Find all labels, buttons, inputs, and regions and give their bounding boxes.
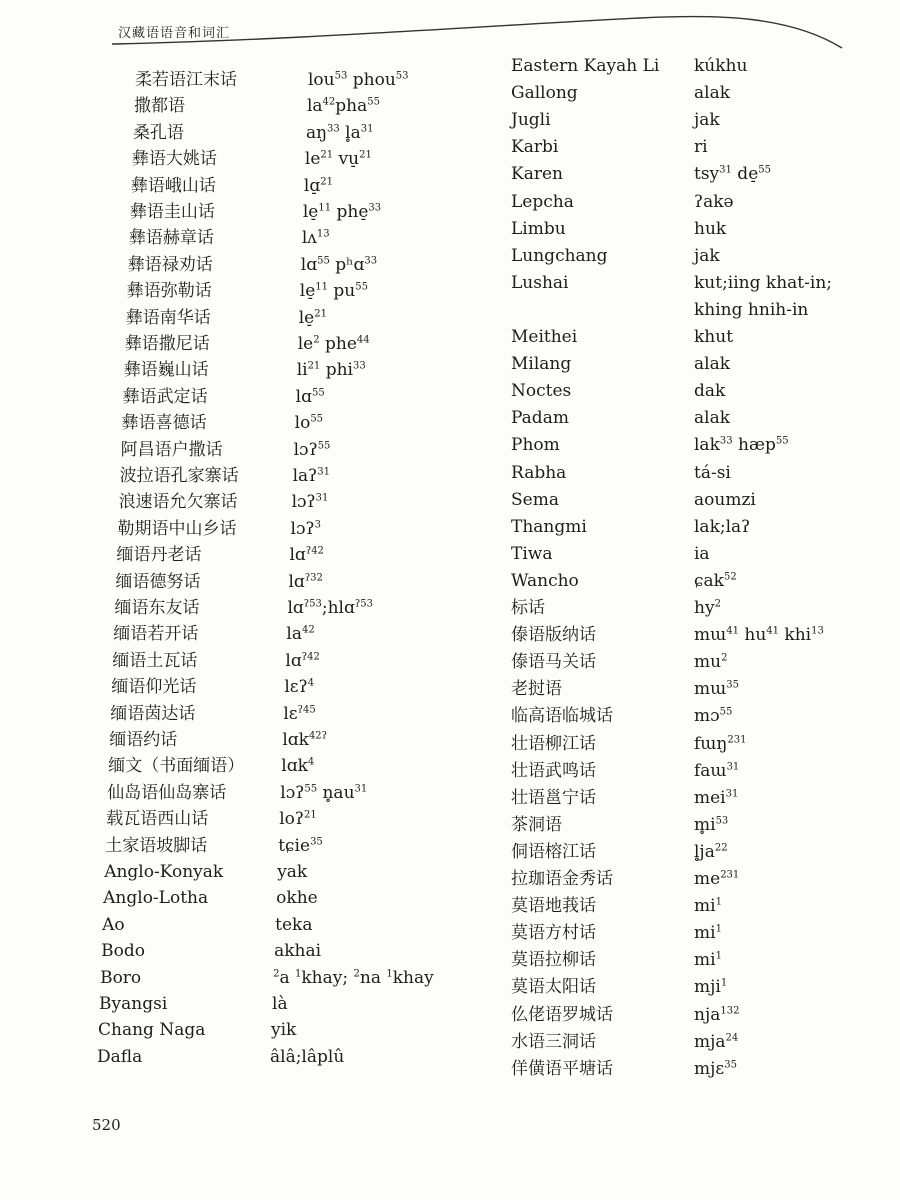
- entry-value: lɔʔ$^{55}$ $n̥au^{31}$: [280, 782, 368, 803]
- entry-value: $me^{231}$: [694, 869, 740, 889]
- entry-value: nja$^{132}$: [694, 1004, 740, 1025]
- page-number: 520: [92, 1116, 121, 1134]
- entry-value: lɛʔ$^4$: [284, 677, 315, 698]
- entry-term: 莫语太阳话: [511, 977, 596, 998]
- entry-value: $mi^1$: [694, 896, 722, 917]
- entry-value: mei$^{31}$: [694, 787, 739, 808]
- entry-value: kúkhu: [694, 56, 748, 76]
- entry-term: 载瓦语西山话: [106, 809, 209, 830]
- entry-term: Karen: [511, 164, 563, 185]
- entry-term: 莫语方村话: [511, 923, 596, 944]
- entry-term: 彝语峨山话: [130, 175, 216, 196]
- entry-term: Byangsi: [99, 994, 168, 1014]
- entry-term: 彝语喜德话: [121, 413, 207, 434]
- entry-term: 老挝语: [511, 679, 562, 700]
- entry-term: 侗语榕江话: [511, 841, 596, 862]
- entry-term: Chang Naga: [98, 1020, 206, 1041]
- entry-term: Lepcha: [511, 191, 574, 212]
- entry-term: 彝语南华话: [125, 307, 211, 328]
- entry-value: mɯ$^{41}$ $hu^{41}$ khi$^{13}$: [694, 625, 824, 646]
- entry-value: fɯŋ$^{231}$: [694, 733, 747, 754]
- entry-value: $le^{21}$ vu̠$^{21}$: [304, 149, 372, 170]
- entry-value: lɔʔ$^{31}$: [291, 492, 329, 513]
- entry-value: lɛ$^{ʔ45}$: [283, 703, 316, 724]
- entry-value: dak: [694, 381, 726, 402]
- entry-value: $mi^1$: [694, 950, 722, 971]
- entry-term: Anglo-Lotha: [103, 888, 209, 909]
- entry-value: $m̥i^{53}$: [694, 814, 729, 835]
- entry-term: Noctes: [511, 381, 572, 402]
- entry-value: $l̥ja^{22}$: [694, 841, 728, 862]
- entry-value: loʔ$^{21}$: [279, 809, 317, 830]
- entry-value: jak: [694, 245, 720, 266]
- entry-value: $^2$a $^1$khay; $^2$na $^1$khay: [273, 967, 434, 988]
- entry-value: $mu^2$: [694, 652, 728, 673]
- entry-term: 彝语弥勒话: [126, 281, 212, 302]
- entry-term: 莫语拉柳话: [511, 950, 596, 971]
- entry-value: lɔʔ$^{55}$: [293, 439, 331, 460]
- entry-value: lʌ$^{13}$: [301, 228, 330, 249]
- entry-value: lɔʔ$^3$: [290, 518, 321, 539]
- entry-value: là: [272, 994, 288, 1014]
- entry-term: 佯僙语平塘话: [511, 1058, 613, 1079]
- entry-term: 缅文（书面缅语）: [108, 756, 245, 777]
- entry-term: 彝语圭山话: [129, 202, 215, 222]
- entry-term: 彝语撒尼话: [124, 334, 210, 354]
- entry-value: aoumzi: [694, 489, 756, 510]
- entry-term: Karbi: [511, 137, 559, 158]
- entry-term: Bodo: [101, 941, 145, 962]
- entry-value: $aŋ^{33}$ $l̥a^{31}$: [305, 122, 374, 143]
- entry-term: 临高语临城话: [511, 706, 613, 727]
- entry-value: lak$^{33}$ hæp$^{55}$: [694, 435, 789, 456]
- entry-term: 莫语地莪话: [511, 896, 596, 917]
- entry-value: ɕak$^{52}$: [694, 570, 737, 591]
- entry-term: 缅语丹老话: [116, 545, 202, 566]
- entry-value: tɕie$^{35}$: [278, 835, 323, 856]
- entry-value: tá-si: [694, 462, 731, 483]
- entry-value: khut: [694, 327, 734, 347]
- entry-term: Gallong: [511, 83, 578, 104]
- entry-term: Lushai: [511, 272, 569, 293]
- entry-term: 土家语坡脚话: [105, 835, 208, 856]
- entry-value: akhai: [274, 941, 322, 962]
- entry-term: 缅语东友话: [114, 598, 200, 618]
- entry-value: khing hnih-in: [694, 299, 809, 320]
- entry-term: 缅语土瓦话: [112, 650, 198, 671]
- entry-term: Tiwa: [511, 543, 553, 564]
- entry-term: 壮语武鸣话: [511, 760, 596, 781]
- entry-value: le̠$^{11}$ phe̠$^{33}$: [302, 202, 382, 222]
- entry-value: âlâ;lâplû: [270, 1046, 345, 1067]
- entry-term: 缅语德努话: [115, 571, 201, 592]
- entry-value: lɑ$^{ʔ42}$: [285, 650, 320, 671]
- entry-term: 标话: [511, 598, 545, 618]
- entry-term: Padam: [511, 408, 569, 429]
- entry-term: Dafla: [97, 1046, 143, 1067]
- entry-value: teka: [275, 914, 313, 935]
- entry-term: 波拉语孔家寨话: [119, 466, 239, 486]
- entry-value: lɑ̠$^{21}$: [303, 175, 333, 196]
- entry-term: 撒都语: [133, 96, 185, 117]
- entry-value: $mi^1$: [694, 923, 722, 944]
- entry-value: mɔ$^{55}$: [694, 706, 733, 727]
- entry-value: lak;laʔ: [694, 516, 751, 537]
- entry-value: alak: [694, 354, 731, 375]
- entry-term: 缅语仰光话: [111, 677, 197, 698]
- entry-value: le̠$^{11}$ $pu^{55}$: [299, 281, 368, 302]
- entry-term: 勒期语中山乡话: [117, 518, 237, 539]
- entry-value: ia: [694, 543, 710, 564]
- entry-value: $hy^2$: [694, 598, 721, 618]
- entry-term: 缅语茵达话: [110, 703, 196, 724]
- entry-term: 彝语赫章话: [128, 228, 214, 249]
- entry-term: Thangmi: [511, 516, 587, 537]
- entry-value: lɑ$^{ʔ53}$;hlɑ$^{ʔ53}$: [287, 598, 373, 618]
- entry-value: alak: [694, 408, 731, 429]
- entry-value: alak: [694, 83, 731, 104]
- entry-term: 壮语邕宁话: [511, 787, 596, 808]
- entry-value: mjɛ$^{35}$: [694, 1058, 737, 1079]
- entry-value: mɯ$^{35}$: [694, 679, 739, 700]
- entry-term: 水语三洞话: [511, 1031, 596, 1052]
- entry-value: faɯ$^{31}$: [694, 760, 740, 781]
- entry-value: huk: [694, 218, 727, 239]
- entry-value: laʔ$^{31}$: [292, 466, 331, 486]
- entry-value: okhe: [276, 888, 318, 909]
- entry-value: $li^{21}$ phi$^{33}$: [296, 360, 366, 381]
- entry-term: 傣语版纳话: [511, 625, 596, 646]
- entry-term: 缅语若开话: [113, 624, 199, 645]
- entry-term: Limbu: [511, 218, 566, 239]
- entry-term: Eastern Kayah Li: [511, 56, 660, 76]
- running-header: 汉藏语语音和词汇: [118, 26, 231, 41]
- entry-value: $la^{42}pha^{55}$: [306, 96, 380, 117]
- entry-term: 柔若语江末话: [135, 70, 237, 90]
- entry-term: 彝语巍山话: [123, 360, 209, 381]
- entry-term: 傣语马关话: [511, 652, 596, 673]
- entry-term: Phom: [511, 435, 560, 456]
- entry-value: lou$^{53}$ phou$^{53}$: [308, 70, 409, 90]
- entry-value: mji$^1$: [694, 977, 728, 998]
- entry-value: yik: [271, 1020, 297, 1041]
- entry-value: mja$^{24}$: [694, 1031, 739, 1052]
- entry-value: tsy$^{31}$ de̠$^{55}$: [694, 164, 771, 185]
- entry-value: ri: [694, 137, 708, 158]
- entry-value: lɑk$^4$: [281, 756, 315, 777]
- entry-term: 壮语柳江话: [511, 733, 596, 754]
- entry-term: 彝语禄劝话: [127, 254, 213, 275]
- entry-value: jak: [694, 110, 720, 131]
- entry-term: 拉珈语金秀话: [511, 869, 613, 889]
- entry-term: Sema: [511, 489, 559, 510]
- entry-value: kut;iing khat-in;: [694, 272, 832, 293]
- entry-term: 彝语武定话: [122, 386, 208, 407]
- entry-term: 阿昌语户撒话: [120, 439, 223, 460]
- entry-value: $le^2$ phe$^{44}$: [297, 334, 370, 354]
- entry-term: Boro: [100, 967, 142, 988]
- entry-value: $lo^{55}$: [294, 413, 324, 434]
- entry-term: 缅语约话: [109, 730, 178, 750]
- entry-value: lɑk$^{42ʔ}$: [282, 730, 328, 750]
- entry-term: 仫佬语罗城话: [511, 1004, 613, 1025]
- entry-term: 浪速语允欠寨话: [118, 492, 238, 513]
- entry-value: lɑ$^{ʔ42}$: [289, 545, 324, 566]
- entry-value: lɑ$^{ʔ32}$: [288, 571, 323, 592]
- entry-term: Milang: [511, 354, 572, 375]
- entry-term: Ao: [102, 914, 125, 935]
- entry-term: 彝语大姚话: [131, 149, 217, 170]
- entry-term: Jugli: [511, 110, 551, 131]
- entry-term: 桑孔语: [132, 122, 184, 143]
- entry-value: lɑ$^{55}$: [295, 386, 325, 407]
- entry-term: 仙岛语仙岛寨话: [107, 782, 227, 803]
- entry-term: Meithei: [511, 327, 578, 347]
- entry-term: Rabha: [511, 462, 567, 483]
- entry-value: yak: [277, 862, 308, 882]
- entry-term: 茶洞语: [511, 814, 562, 835]
- entry-term: Anglo-Konyak: [104, 862, 224, 882]
- entry-value: lɑ$^{55}$ pʰɑ$^{33}$: [300, 254, 378, 275]
- entry-term: Wancho: [511, 570, 579, 591]
- entry-value: ʔakə: [694, 191, 734, 212]
- entry-term: Lungchang: [511, 245, 608, 266]
- entry-value: $la^{42}$: [286, 624, 315, 645]
- entry-value: le̠$^{21}$: [298, 307, 327, 328]
